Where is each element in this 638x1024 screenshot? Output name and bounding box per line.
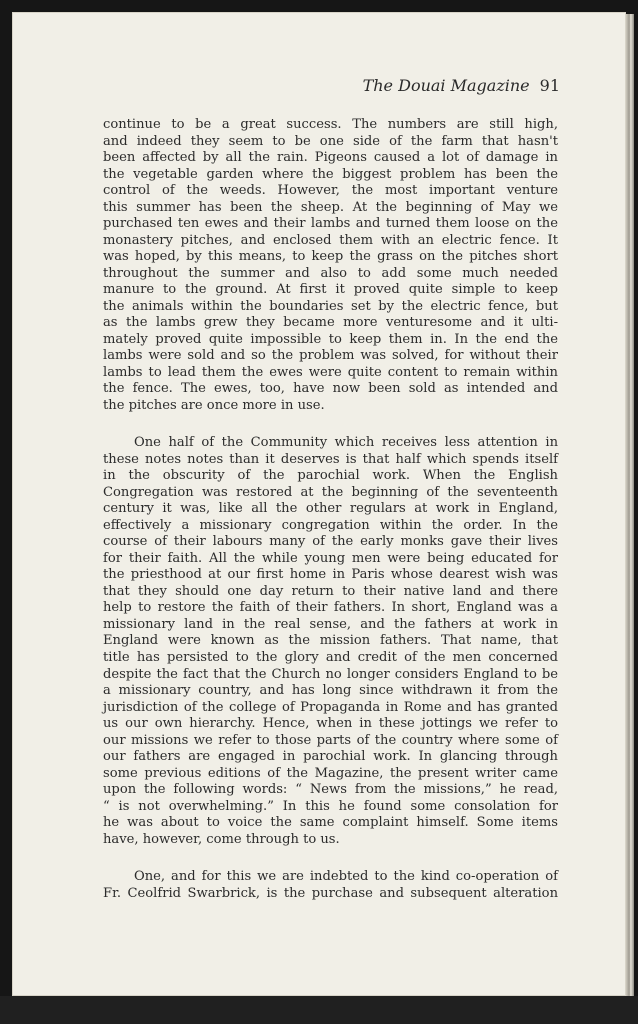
text-line: title has persisted to the glory and credit of the men concerned	[103, 649, 558, 665]
text-line: purchased ten ewes and their lambs and turned them loose on the	[103, 216, 558, 232]
text-line: Congregation was restored at the beginning of the seventeenth	[103, 484, 558, 500]
text-line: for their faith. All the while young men were being educated for	[103, 550, 558, 566]
text-line: monastery pitches, and enclosed them with an electric fence. It	[103, 232, 558, 248]
text-line: course of their labours many of the early monks gave their lives	[103, 534, 558, 550]
page-number: 91	[539, 76, 560, 95]
text-line: lambs were sold and so the problem was solved, for without their	[103, 348, 558, 364]
text-line: help to restore the faith of their fathers. In short, England was a	[103, 600, 558, 616]
text-line: One half of the Community which receives less attention in	[134, 435, 558, 451]
text-line: us our own hierarchy. Hence, when in these jottings we refer to	[103, 716, 558, 732]
text-line: effectively a missionary congregation within the order. In the	[103, 517, 558, 533]
text-line: was hoped, by this means, to keep the grass on the pitches short	[103, 249, 558, 265]
text-line: lambs to lead them the ewes were quite content to remain within	[103, 364, 558, 380]
running-header	[100, 76, 560, 95]
article-body	[103, 117, 558, 902]
text-line: jurisdiction of the college of Propaganda in Rome and has granted	[103, 699, 558, 715]
text-line: he was about to voice the same complaint himself. Some items	[103, 815, 558, 831]
text-line: throughout the summer and also to add some much needed	[103, 265, 558, 281]
text-line: upon the following words: “ News from the missions,” he read,	[103, 782, 558, 798]
magazine-title: The Douai Magazine	[362, 76, 530, 95]
paragraph-gap	[103, 848, 558, 869]
text-line: the animals within the boundaries set by the electric fence, but	[103, 298, 558, 314]
text-line: manure to the ground. At first it proved quite simple to keep	[103, 282, 558, 298]
text-line: that they should one day return to their native land and there	[103, 583, 558, 599]
text-line: a missionary country, and has long since withdrawn it from the	[103, 683, 558, 699]
text-line: One, and for this we are indebted to the kind co-operation of	[134, 869, 558, 885]
scan-bottom-edge	[0, 996, 638, 1024]
text-line: these notes notes than it deserves is that half which spends itself	[103, 451, 558, 467]
text-line: the vegetable garden where the biggest problem has been the	[103, 166, 558, 182]
text-line: missionary land in the real sense, and the fathers at work in	[103, 616, 558, 632]
text-line: as the lambs grew they became more venturesome and it ulti-	[103, 315, 558, 331]
text-line: continue to be a great success. The numbers are still high,	[103, 117, 558, 132]
text-line: in the obscurity of the parochial work. When the English	[103, 468, 558, 484]
paragraph-gap	[103, 414, 558, 435]
text-line: mately proved quite impossible to keep them in. In the end the	[103, 331, 558, 347]
text-line: have, however, come through to us.	[103, 831, 340, 847]
paragraph	[103, 869, 558, 902]
text-line: Fr. Ceolfrid Swarbrick, is the purchase and subsequent alteration	[103, 885, 558, 901]
text-line: “ is not overwhelming.” In this he found some consolation for	[103, 798, 558, 814]
text-line: and indeed they seem to be one side of the farm that hasn't	[103, 133, 558, 149]
text-line: despite the fact that the Church no longer considers England to be	[103, 666, 558, 682]
text-line: our missions we refer to those parts of the country where some of	[103, 732, 558, 748]
text-line: England were known as the mission fathers. That name, that	[103, 633, 558, 649]
text-line: been affected by all the rain. Pigeons caused a lot of damage in	[103, 150, 558, 166]
text-line: this summer has been the sheep. At the beginning of May we	[103, 199, 558, 215]
paragraph	[103, 117, 558, 414]
text-line: the pitches are once more in use.	[103, 397, 325, 413]
text-line: the priesthood at our first home in Paris whose dearest wish was	[103, 567, 558, 583]
text-line: the fence. The ewes, too, have now been sold as intended and	[103, 381, 558, 397]
text-line: control of the weeds. However, the most important venture	[103, 183, 558, 199]
paragraph	[103, 435, 558, 848]
page-edge-stack	[626, 14, 634, 998]
text-line: century it was, like all the other regulars at work in England,	[103, 501, 558, 517]
text-line: our fathers are engaged in parochial work. In glancing through	[103, 749, 558, 765]
text-line: some previous editions of the Magazine, the present writer came	[103, 765, 558, 781]
